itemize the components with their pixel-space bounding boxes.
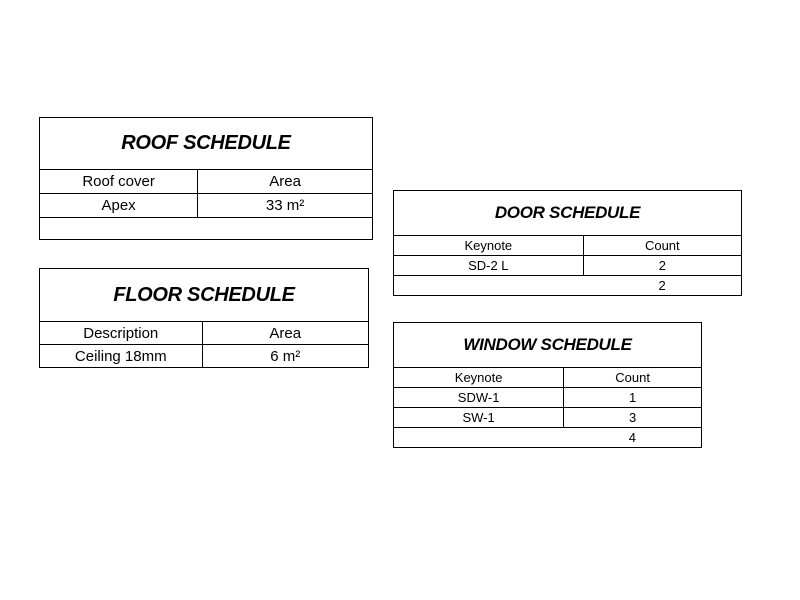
column-header-count: Count — [564, 368, 701, 388]
door-schedule-table — [394, 236, 741, 295]
column-header-keynote: Keynote — [394, 236, 583, 256]
column-header-description: Description — [40, 322, 202, 345]
cell-total-count: 4 — [564, 428, 701, 448]
table-header-row — [394, 236, 741, 256]
cell-total-label — [394, 428, 564, 448]
cell-keynote: SD-2 L — [394, 256, 583, 276]
floor-schedule-table — [40, 322, 368, 367]
roof-schedule-table — [40, 170, 372, 239]
door-schedule-title: DOOR SCHEDULE — [394, 191, 741, 236]
column-header-keynote: Keynote — [394, 368, 564, 388]
cell-keynote: SDW-1 — [394, 388, 564, 408]
column-header-area: Area — [202, 322, 368, 345]
window-schedule-table — [394, 368, 701, 447]
table-header-row — [40, 322, 368, 345]
window-schedule — [393, 322, 702, 448]
cell-count: 1 — [564, 388, 701, 408]
cell-count: 3 — [564, 408, 701, 428]
table-row — [394, 408, 701, 428]
cell-total-label — [394, 276, 583, 296]
cell-area: 6 m² — [202, 345, 368, 368]
cell-total — [40, 218, 372, 240]
floor-schedule-title: FLOOR SCHEDULE — [40, 269, 368, 322]
table-row — [394, 388, 701, 408]
door-schedule — [393, 190, 742, 296]
table-total-row — [394, 428, 701, 448]
floor-schedule — [39, 268, 369, 368]
cell-keynote: SW-1 — [394, 408, 564, 428]
table-total-row — [394, 276, 741, 296]
table-row — [40, 345, 368, 368]
cell-roof-cover: Apex — [40, 194, 198, 218]
table-header-row — [394, 368, 701, 388]
table-row — [394, 256, 741, 276]
table-total-row — [40, 218, 372, 240]
cell-area: 33 m² — [198, 194, 372, 218]
roof-schedule-title: ROOF SCHEDULE — [40, 118, 372, 170]
window-schedule-title: WINDOW SCHEDULE — [394, 323, 701, 368]
cell-description: Ceiling 18mm — [40, 345, 202, 368]
cell-total-count: 2 — [583, 276, 741, 296]
cell-count: 2 — [583, 256, 741, 276]
table-header-row — [40, 170, 372, 194]
column-header-roof-cover: Roof cover — [40, 170, 198, 194]
table-row — [40, 194, 372, 218]
column-header-count: Count — [583, 236, 741, 256]
column-header-area: Area — [198, 170, 372, 194]
roof-schedule — [39, 117, 373, 240]
